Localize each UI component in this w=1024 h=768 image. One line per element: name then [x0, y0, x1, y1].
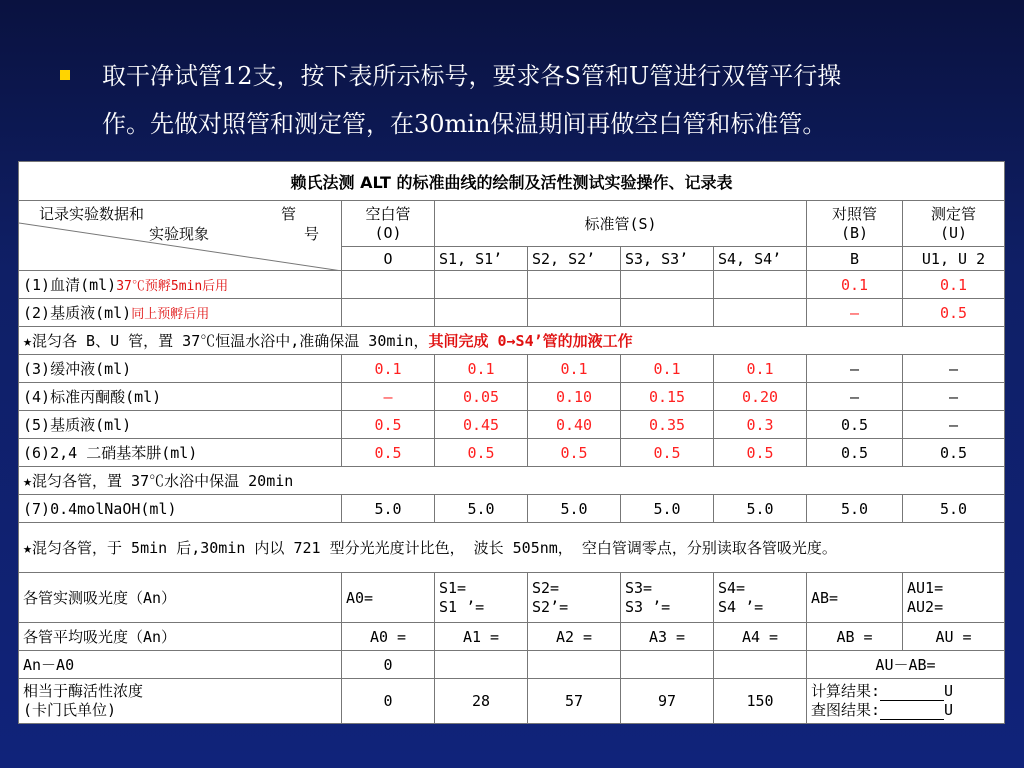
span1-note: 其间完成 0→S4’管的加液工作 — [428, 332, 633, 350]
header-blank — [342, 201, 435, 247]
corner-top-left: 记录实验数据和 — [39, 205, 145, 223]
table-row — [19, 327, 1005, 355]
table-row — [19, 467, 1005, 495]
row5-v3: 0.35 — [621, 411, 714, 439]
row7-v2: 5.0 — [528, 495, 621, 523]
row5-v6: – — [903, 411, 1005, 439]
row6-v4: 0.5 — [714, 439, 807, 467]
row10-label: An－A0 — [19, 651, 342, 679]
corner-header-cell — [19, 201, 342, 271]
row3-v2: 0.1 — [528, 355, 621, 383]
table-row — [19, 623, 1005, 651]
row3-v4: 0.1 — [714, 355, 807, 383]
table-row — [19, 523, 1005, 573]
row3-v6: – — [903, 355, 1005, 383]
row3-v3: 0.1 — [621, 355, 714, 383]
row6-v5: 0.5 — [807, 439, 903, 467]
calc-result-label: 计算结果: — [811, 682, 881, 700]
span2-text: ★混匀各管，置 37℃水浴中保温 20min — [19, 467, 1005, 495]
row6-v1: 0.5 — [435, 439, 528, 467]
row3-v5: – — [807, 355, 903, 383]
row11-v2: 57 — [528, 679, 621, 724]
row7-v4: 5.0 — [714, 495, 807, 523]
row9-v4: A4 = — [714, 623, 807, 651]
tube-no-5: B — [807, 247, 903, 271]
row4-v2: 0.10 — [528, 383, 621, 411]
row2-label-cell — [19, 299, 342, 327]
table-row — [19, 355, 1005, 383]
row7-v1: 5.0 — [435, 495, 528, 523]
row7-v0: 5.0 — [342, 495, 435, 523]
calc-result-blank[interactable] — [880, 686, 944, 701]
header-test — [903, 201, 1005, 247]
tube-no-6: U1, U 2 — [903, 247, 1005, 271]
span3-text: ★混匀各管，于 5min 后,30min 内以 721 型分光光度计比色， 波长 505nm， 空白管调零点，分别读取各管吸光度。 — [19, 523, 1005, 573]
row11-v0: 0 — [342, 679, 435, 724]
table-row — [19, 651, 1005, 679]
row3-v0: 0.1 — [342, 355, 435, 383]
span1-cell — [19, 327, 1005, 355]
row11-label-2: (卡门氏单位) — [23, 701, 117, 719]
lookup-result-label: 查图结果: — [811, 701, 881, 719]
header-test-label: 测定管 (U) — [930, 204, 976, 242]
row5-v2: 0.40 — [528, 411, 621, 439]
row11-result-cell — [807, 679, 1005, 724]
row9-v5: AB = — [807, 623, 903, 651]
table-row — [19, 679, 1005, 724]
intro-text — [102, 52, 980, 148]
row2-b: – — [807, 299, 903, 327]
row3-v1: 0.1 — [435, 355, 528, 383]
table-row — [19, 573, 1005, 623]
tube-no-1: S1, S1’ — [435, 247, 528, 271]
tube-no-3: S3, S3’ — [621, 247, 714, 271]
row4-v1: 0.05 — [435, 383, 528, 411]
row9-v2: A2 = — [528, 623, 621, 651]
row6-v0: 0.5 — [342, 439, 435, 467]
row8-s2: S2= S2’= — [528, 573, 621, 623]
row6-v3: 0.5 — [621, 439, 714, 467]
row7-v3: 5.0 — [621, 495, 714, 523]
row8-s1: S1= S1 ’= — [435, 573, 528, 623]
intro-bullet — [60, 52, 980, 148]
row2-label: (2)基质液(ml) — [23, 304, 132, 322]
row7-label: (7)0.4molNaOH(ml) — [19, 495, 342, 523]
row4-v5: – — [807, 383, 903, 411]
record-table — [18, 161, 1005, 724]
corner-bottom-right: 号 — [304, 225, 320, 243]
intro-line-2: 作。先做对照管和测定管，在30min保温期间再做空白管和标准管。 — [102, 110, 827, 138]
row9-v3: A3 = — [621, 623, 714, 651]
row1-u: 0.1 — [903, 271, 1005, 299]
row4-v6: – — [903, 383, 1005, 411]
table-row — [19, 299, 1005, 327]
bullet-square-icon — [60, 70, 70, 80]
span1-text: ★混匀各 B、U 管，置 37℃恒温水浴中,准确保温 30min， — [23, 332, 429, 350]
row2-note: 同上预孵后用 — [131, 307, 210, 322]
header-control — [807, 201, 903, 247]
row8-a0: A0= — [342, 573, 435, 623]
row4-v4: 0.20 — [714, 383, 807, 411]
row4-v0: – — [342, 383, 435, 411]
table-row — [19, 271, 1005, 299]
tube-no-0: O — [342, 247, 435, 271]
row4-label: (4)标准丙酮酸(ml) — [19, 383, 342, 411]
header-control-label: 对照管 (B) — [831, 204, 877, 242]
row5-v1: 0.45 — [435, 411, 528, 439]
row8-s4: S4= S4 ’= — [714, 573, 807, 623]
row5-v0: 0.5 — [342, 411, 435, 439]
row4-v3: 0.15 — [621, 383, 714, 411]
row7-v5: 5.0 — [807, 495, 903, 523]
header-blank-label: 空白管 (O) — [365, 204, 411, 242]
record-sheet — [18, 161, 1004, 723]
row9-v0: A0 = — [342, 623, 435, 651]
row2-u: 0.5 — [903, 299, 1005, 327]
row11-v1: 28 — [435, 679, 528, 724]
row11-v3: 97 — [621, 679, 714, 724]
row1-note: 37℃预孵5min后用 — [116, 279, 229, 294]
row9-v1: A1 = — [435, 623, 528, 651]
row6-label: (6)2,4 二硝基苯肼(ml) — [19, 439, 342, 467]
row7-v6: 5.0 — [903, 495, 1005, 523]
row1-b: 0.1 — [807, 271, 903, 299]
row6-v2: 0.5 — [528, 439, 621, 467]
table-title: 赖氏法测 ALT 的标准曲线的绘制及活性测试实验操作、记录表 — [19, 162, 1005, 201]
corner-top-right: 管 — [281, 205, 297, 223]
lookup-result-blank[interactable] — [880, 705, 944, 720]
row9-label: 各管平均吸光度（An） — [19, 623, 342, 651]
calc-result-unit: U — [944, 682, 954, 700]
tube-no-2: S2, S2’ — [528, 247, 621, 271]
intro-line-1: 取干净试管12支，按下表所示标号，要求各S管和U管进行双管平行操 — [102, 62, 842, 90]
row8-label: 各管实测吸光度（An） — [19, 573, 342, 623]
table-row — [19, 383, 1005, 411]
row5-v4: 0.3 — [714, 411, 807, 439]
row5-v5: 0.5 — [807, 411, 903, 439]
row11-label-cell — [19, 679, 342, 724]
header-standard: 标准管(S) — [435, 201, 807, 247]
row1-label-cell — [19, 271, 342, 299]
row10-blank: 0 — [342, 651, 435, 679]
row8-u: AU1= AU2= — [903, 573, 1005, 623]
tube-no-4: S4, S4’ — [714, 247, 807, 271]
table-row — [19, 495, 1005, 523]
lookup-result-unit: U — [944, 701, 954, 719]
row6-v6: 0.5 — [903, 439, 1005, 467]
row11-v4: 150 — [714, 679, 807, 724]
row3-label: (3)缓冲液(ml) — [19, 355, 342, 383]
table-row — [19, 411, 1005, 439]
corner-bottom-left: 实验现象 — [149, 225, 210, 243]
row5-label: (5)基质液(ml) — [19, 411, 342, 439]
row9-v6: AU = — [903, 623, 1005, 651]
row8-b: AB= — [807, 573, 903, 623]
row11-label-1: 相当于酶活性浓度 — [23, 682, 144, 700]
row8-s3: S3= S3 ’= — [621, 573, 714, 623]
row1-label: (1)血清(ml) — [23, 276, 117, 294]
row10-right: AU－AB= — [807, 651, 1005, 679]
table-row — [19, 439, 1005, 467]
